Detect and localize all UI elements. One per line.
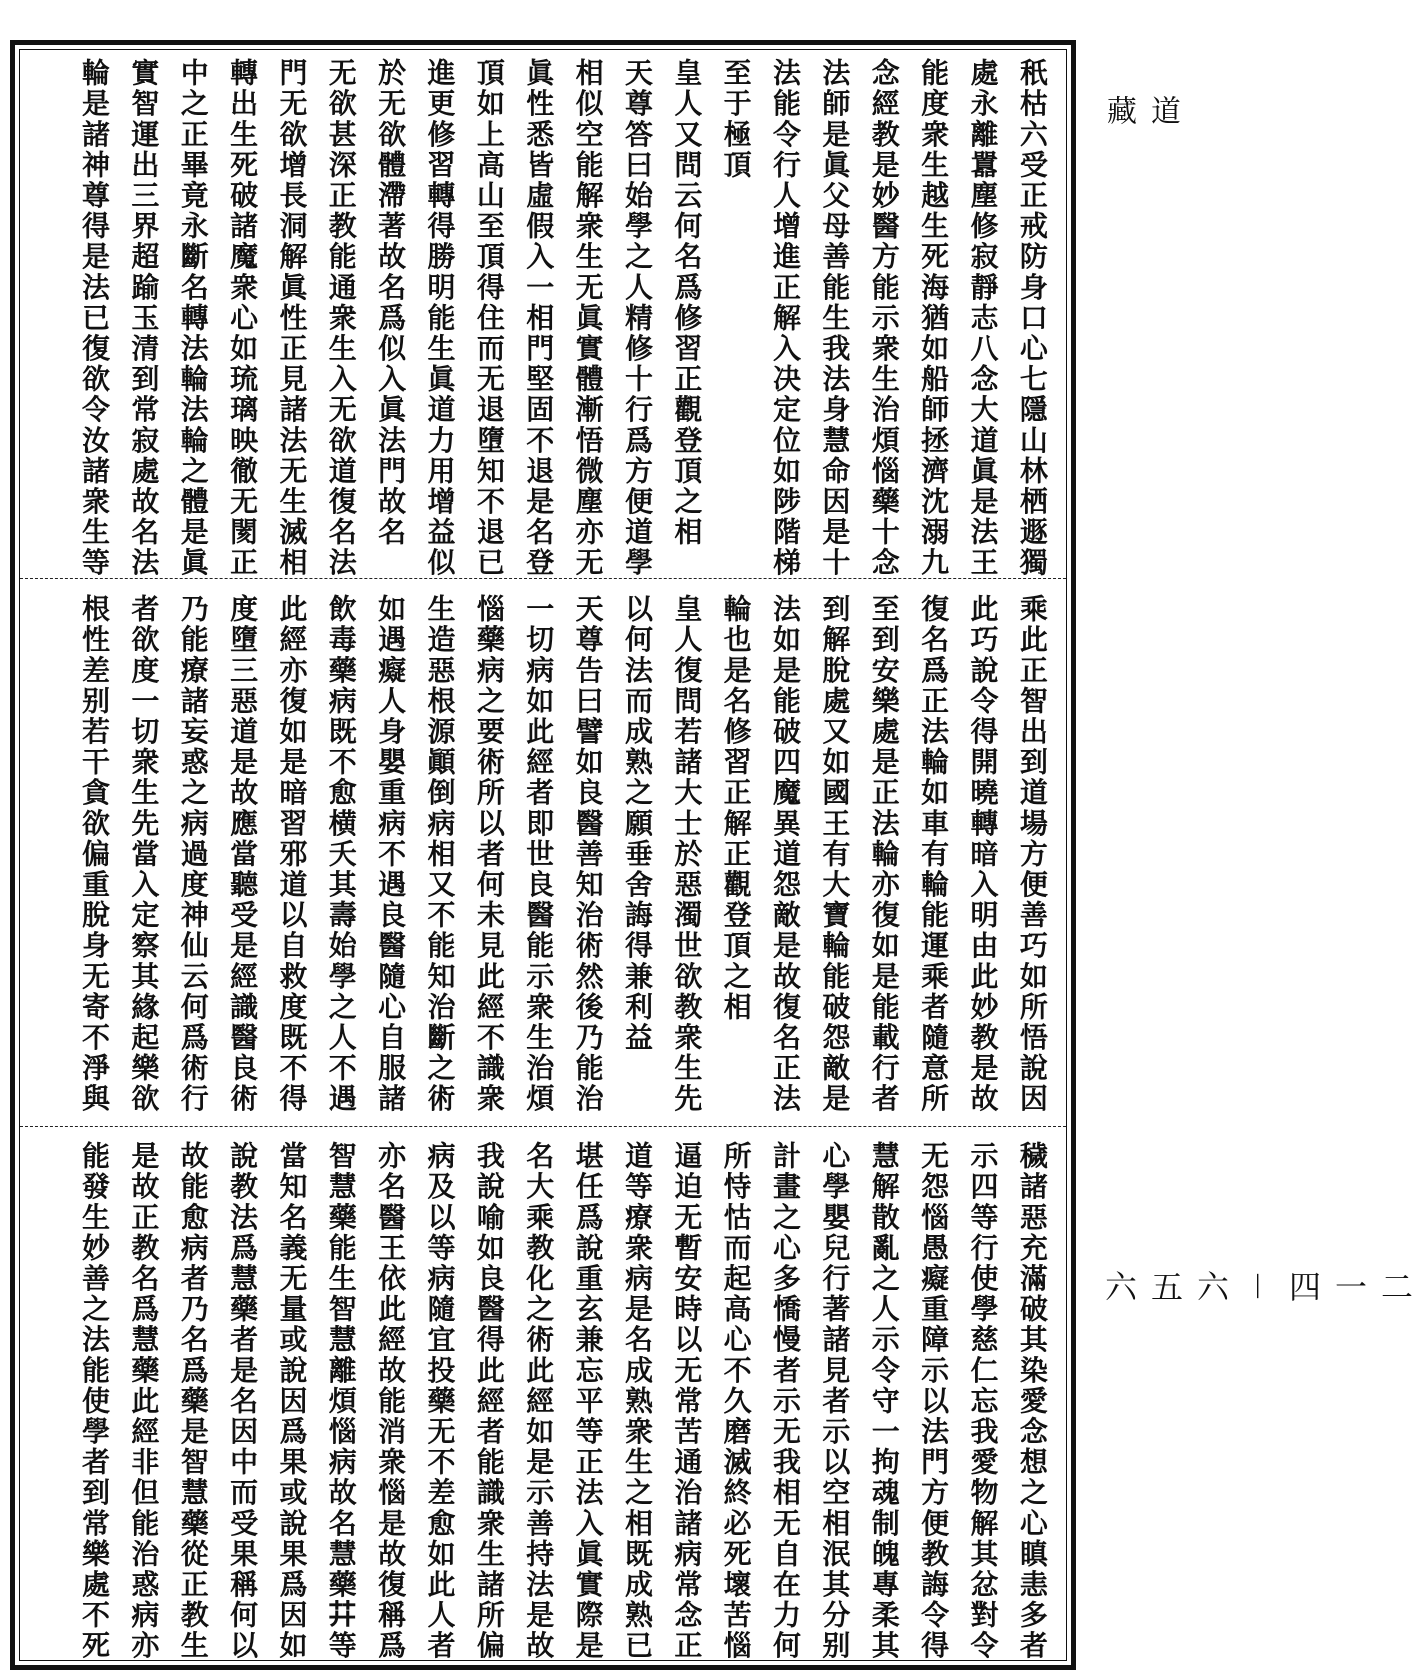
text-column: 智慧藥能生智慧離煩惱病故名慧藥𦬇等 — [324, 1141, 358, 1662]
text-column: 堪任爲說重玄兼忘平等正法入眞實際是 — [571, 1141, 605, 1662]
text-column: 度墮三惡道是故應當聽受是經識醫良術 — [226, 594, 260, 1115]
text-column: 我說喻如良醫得此經者能識衆生諸所偏 — [472, 1141, 506, 1662]
text-column: 說教法爲慧藥者是名因中而受果稱何以 — [226, 1141, 260, 1662]
text-column: 法能令行人增進正解入决定位如陟階梯 — [769, 58, 803, 579]
text-column: 法師是眞父母善能生我法身慧命因是十 — [818, 58, 852, 579]
text-column: 乃能療諸妄惑之病過度神仙云何爲術行 — [176, 594, 210, 1115]
text-column: 生造惡根源顚倒病相又不能知治斷之術 — [423, 594, 457, 1115]
text-column: 能發生妙善之法能使學者到常樂處不死 — [78, 1141, 111, 1662]
page-number: 二一四－六五六 — [1100, 1270, 1414, 1305]
text-column: 道等療衆病是名成熟衆生之相既成熟已 — [620, 1141, 654, 1662]
text-column: 法如是能破四魔異道怨敵是故復名正法 — [769, 594, 803, 1115]
text-column: 飲毒藥病既不愈横夭其壽始學之人不遇 — [324, 594, 358, 1115]
text-column: 至到安樂處是正法輪亦復如是能載行者 — [867, 594, 901, 1115]
column-group — [64, 594, 1049, 1115]
collection-label: 道藏 — [1101, 95, 1180, 165]
text-column: 心學嬰兒行著諸見者示以空相泯其分别 — [818, 1141, 852, 1662]
text-column: 穢諸惡充滿破其染愛念想之心瞋恚多者 — [1015, 1141, 1049, 1662]
text-column: 處永離囂塵修寂靜志八念大道眞是法王 — [966, 58, 1000, 579]
text-column: 乘此正智出到道場方便善巧如所悟說因 — [1015, 594, 1049, 1115]
text-column: 病及以等病隨宜投藥无不差愈如此人者 — [423, 1141, 457, 1662]
text-column: 天尊答曰始學之人精修十行爲方便道學 — [620, 58, 654, 579]
text-column: 眞性悉皆虛假入一相門堅固不退是名登 — [522, 58, 556, 579]
text-column: 進更修習轉得勝明能生眞道力用增益似 — [423, 58, 457, 579]
text-column: 輪也是名修習正解正觀登頂之相 — [719, 594, 753, 1023]
text-column: 无怨惱愚癡重障示以法門方便教誨令得 — [917, 1141, 951, 1662]
text-column: 如遇癡人身嬰重病不遇良醫隨心自服諸 — [374, 594, 408, 1115]
register-middle — [20, 586, 1066, 1115]
register-top — [20, 50, 1066, 579]
text-column: 名大乘教化之術此經如是示善持法是故 — [522, 1141, 556, 1662]
text-column: 中之正畢竟永斷名轉法輪法輪之體是眞 — [176, 58, 210, 579]
text-column: 能度衆生越生死海猶如船師拯濟沈溺九 — [917, 58, 951, 579]
page-frame — [10, 40, 1076, 1670]
text-column: 此經亦復如是暗習邪道以自救度既不得 — [275, 594, 309, 1115]
text-column: 相似空能解衆生无眞實體漸悟微塵亦无 — [571, 58, 605, 579]
text-column: 門无欲增長洞解眞性正見諸法无生滅相 — [275, 58, 309, 579]
column-group — [64, 1141, 1049, 1662]
text-column: 當知名義无量或說因爲果或說果爲因如 — [275, 1141, 309, 1662]
text-column: 是故正教名爲慧藥此經非但能治惑病亦 — [127, 1141, 161, 1662]
text-column: 天尊告曰譬如良醫善知治術然後乃能治 — [571, 594, 605, 1115]
text-column: 以何法而成熟之願垂舍誨得兼利益 — [620, 594, 654, 1053]
text-column: 亦名醫王依此經故能消衆惱是故復稱爲 — [374, 1141, 408, 1662]
text-column: 轉出生死破諸魔衆心如琉璃映徹无閡正 — [226, 58, 260, 579]
text-column: 此巧說令得開曉轉暗入明由此妙教是故 — [966, 594, 1000, 1115]
register-bottom — [20, 1133, 1066, 1662]
text-column: 念經教是妙醫方能示衆生治煩惱藥十念 — [867, 58, 901, 579]
column-group — [64, 58, 1049, 579]
text-column: 根性差别若干貪欲偏重脫身无寄不淨與 — [78, 594, 111, 1115]
text-column: 惱藥病之要術所以者何未見此經不識衆 — [472, 594, 506, 1115]
text-column: 計畫之心多憍慢者示无我相无自在力何 — [769, 1141, 803, 1662]
text-column: 於无欲體滯著故名爲似入眞法門故名 — [374, 58, 408, 548]
text-column: 復名爲正法輪如車有輪能運乘者隨意所 — [917, 594, 951, 1115]
text-column: 示四等行使學慈仁忘我愛物解其忿對令 — [966, 1141, 1000, 1662]
text-column: 一切病如此經者即世良醫能示衆生治煩 — [522, 594, 556, 1115]
text-column: 者欲度一切衆生先當入定察其緣起樂欲 — [127, 594, 161, 1115]
text-column: 至于極頂 — [719, 58, 753, 181]
text-column: 實智運出三界超踰玉清到常寂處故名法 — [127, 58, 161, 579]
text-column: 故能愈病者乃名爲藥是智慧藥從正教生 — [176, 1141, 210, 1662]
register-divider — [20, 578, 1066, 579]
text-column: 无欲甚深正教能通衆生入无欲道復名法 — [324, 58, 358, 579]
text-column: 到解脫處又如國王有大寶輪能破怨敵是 — [818, 594, 852, 1115]
text-block — [19, 49, 1067, 1661]
text-column: 秖枯六受正戒防身口心七隱山林栖遯獨 — [1015, 58, 1049, 579]
text-column: 輪是諸神尊得是法已復欲令汝諸衆生等 — [78, 58, 111, 579]
register-divider — [20, 1126, 1066, 1127]
text-column: 皇人又問云何名爲修習正觀登頂之相 — [670, 58, 704, 548]
text-column: 逼迫无暫安時以无常苦通治諸病常念正 — [670, 1141, 704, 1662]
text-column: 頂如上高山至頂得住而无退墮知不退已 — [472, 58, 506, 579]
text-column: 慧解散亂之人示令守一拘魂制魄專柔其 — [867, 1141, 901, 1662]
text-column: 皇人復問若諸大士於惡濁世欲教衆生先 — [670, 594, 704, 1115]
text-column: 所恃怙而起高心不久磨滅終必死壞苦惱 — [719, 1141, 753, 1662]
